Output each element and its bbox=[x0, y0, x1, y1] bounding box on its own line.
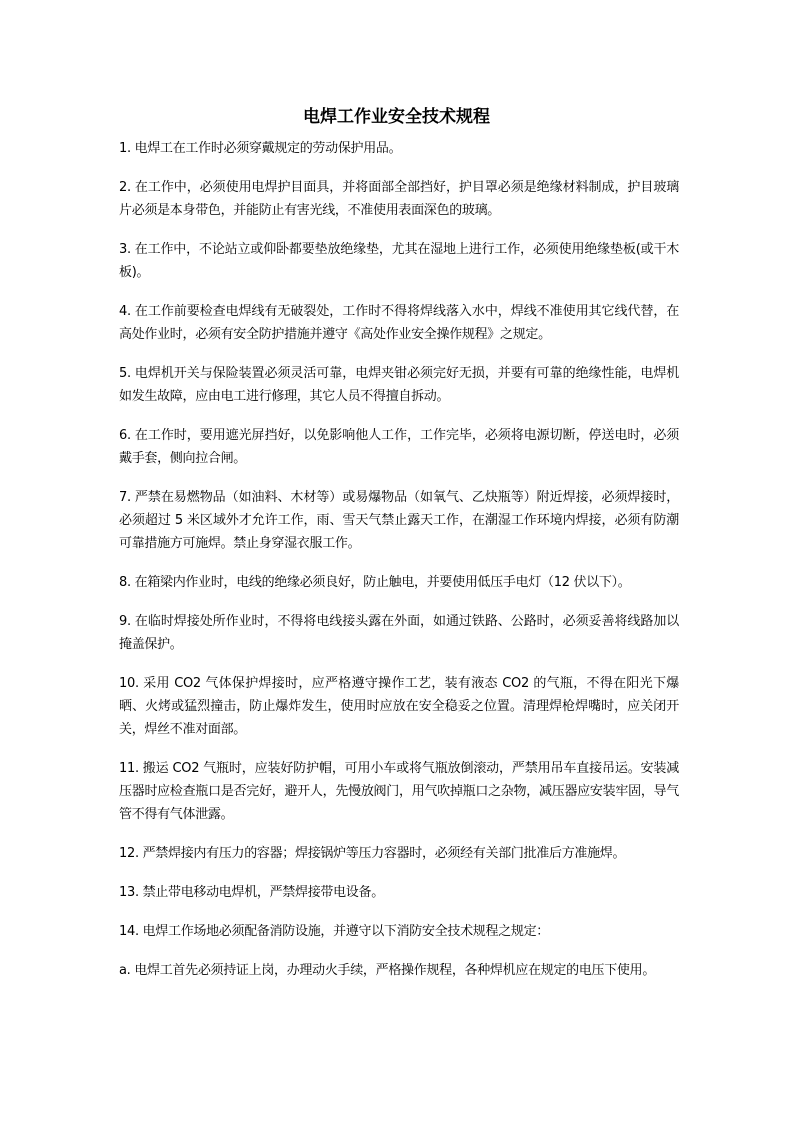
paragraph-4: 4. 在工作前要检查电焊线有无破裂处，工作时不得将焊线落入水中，焊线不准使用其它线代替，在高处作业时，必须有安全防护措施并遵守《高处作业安全操作规程》之规定。 bbox=[119, 304, 679, 342]
document-body bbox=[119, 137, 679, 998]
paragraph-12: 12. 严禁焊接内有压力的容器；焊接锅炉等压力容器时，必须经有关部门批准后方准施焊。 bbox=[119, 846, 626, 861]
paragraph-2: 2. 在工作中，必须使用电焊护目面具，并将面部全部挡好，护目罩必须是绝缘材料制成，护目玻璃片必须是本身带色，并能防止有害光线，不准使用表面深色的玻璃。 bbox=[119, 180, 679, 218]
paragraph-9: 9. 在临时焊接处所作业时，不得将电线接头露在外面，如通过铁路、公路时，必须妥善将线路加以掩盖保护。 bbox=[119, 614, 679, 652]
paragraph-a: a. 电焊工首先必须持证上岗，办理动火手续，严格操作规程，各种焊机应在规定的电压下使用。 bbox=[119, 963, 656, 978]
paragraph-7: 7. 严禁在易燃物品（如油料、木材等）或易爆物品（如氧气、乙炔瓶等）附近焊接，必须焊接时，必须超过 5 米区域外才允许工作，雨、雪天气禁止露天工作，在潮湿工作环境内焊接，必须有防潮可靠措施方可施焊。禁止身穿湿衣服工作。 bbox=[119, 490, 679, 551]
paragraph-1: 1. 电焊工在工作时必须穿戴规定的劳动保护用品。 bbox=[119, 141, 402, 156]
paragraph-13: 13. 禁止带电移动电焊机，严禁焊接带电设备。 bbox=[119, 885, 384, 900]
paragraph-11: 11. 搬运 CO2 气瓶时，应装好防护帽，可用小车或将气瓶放倒滚动，严禁用吊车直接吊运。安装减压器时应检查瓶口是否完好，避开人，先慢放阀门，用气吹掉瓶口之杂物，减压器应安装牢固，导气管不得有气体泄露。 bbox=[119, 761, 679, 822]
paragraph-3: 3. 在工作中，不论站立或仰卧都要垫放绝缘垫，尤其在湿地上进行工作，必须使用绝缘垫板(或干木板)。 bbox=[119, 242, 679, 280]
paragraph-10: 10. 采用 CO2 气体保护焊接时，应严格遵守操作工艺，装有液态 CO2 的气瓶，不得在阳光下爆晒、火烤或猛烈撞击，防止爆炸发生，使用时应放在安全稳妥之位置。清理焊枪焊嘴时，应关闭开关，焊丝不准对面部。 bbox=[119, 676, 679, 737]
paragraph-14: 14. 电焊工作场地必须配备消防设施，并遵守以下消防安全技术规程之规定： bbox=[119, 924, 550, 939]
document-title: 电焊工作业安全技术规程 bbox=[303, 107, 490, 127]
paragraph-6: 6. 在工作时，要用遮光屏挡好，以免影响他人工作，工作完毕，必须将电源切断，停送电时，必须戴手套，侧向拉合闸。 bbox=[119, 428, 679, 466]
paragraph-8: 8. 在箱梁内作业时，电线的绝缘必须良好，防止触电，并要使用低压手电灯（12 伏以下）。 bbox=[119, 575, 631, 590]
paragraph-5: 5. 电焊机开关与保险装置必须灵活可靠，电焊夹钳必须完好无损，并要有可靠的绝缘性能，电焊机如发生故障，应由电工进行修理，其它人员不得擅自拆动。 bbox=[119, 366, 679, 404]
